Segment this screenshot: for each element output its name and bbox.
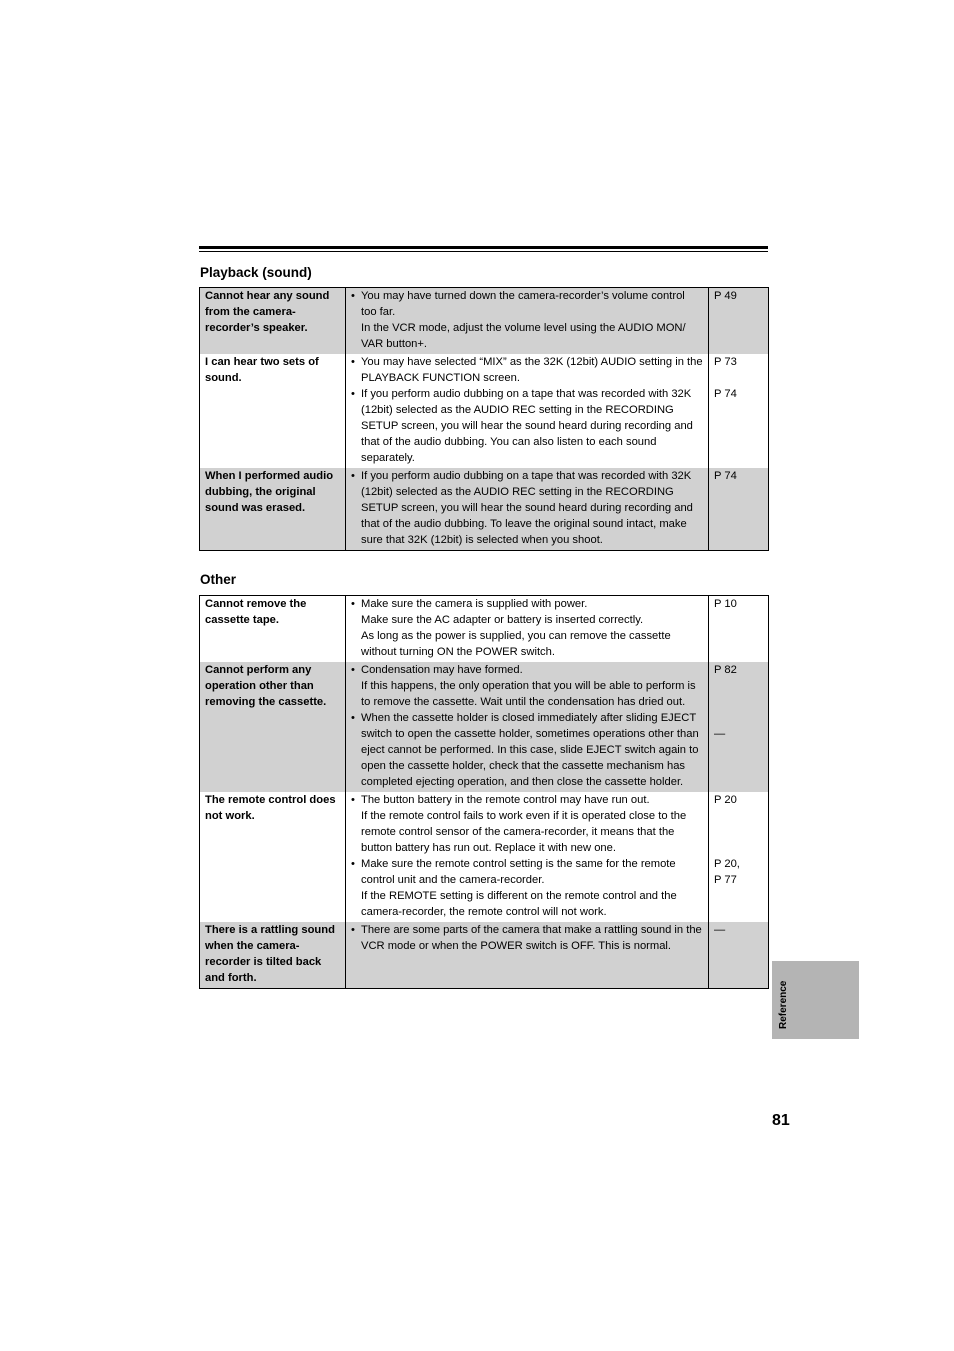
table-row xyxy=(200,922,769,989)
bullet-continuation: If this happens, the only operation that you will be able to perform is to remove the cassette. Wait until the condensation has dried out. xyxy=(361,680,696,708)
other-table xyxy=(199,595,769,989)
bullet-item: • The button battery in the remote control may have run out. xyxy=(351,792,703,808)
bullet-continuation: In the VCR mode, adjust the volume level using the AUDIO MON/ VAR button+. xyxy=(361,322,686,350)
bullet-continuation: If the REMOTE setting is different on the remote control and the camera-recorder, the remote control will not work. xyxy=(361,890,677,918)
bullet-item: • If you perform audio dubbing on a tape that was recorded with 32K (12bit) selected as the AUDIO REC setting in the RECORDING SETUP screen, you will hear the sound heard during recording and that of the audio dubbing. To leave the original sound intact, make sure that 32K (12bit) is selected when you shoot. xyxy=(351,468,703,548)
table-row xyxy=(200,288,769,355)
problem-cell: Cannot perform any operation other than removing the cassette. xyxy=(200,662,346,792)
page-ref: P 10 xyxy=(714,598,737,610)
bullet-item: • Make sure the remote control setting is the same for the remote control unit and the camera-recorder. xyxy=(351,856,703,888)
bullet-item: • You may have selected “MIX” as the 32K (12bit) AUDIO setting in the PLAYBACK FUNCTION screen. xyxy=(351,354,703,386)
page-ref: P 20 xyxy=(714,794,737,806)
bullet-item: • Condensation may have formed. xyxy=(351,662,703,678)
header-rule-thick xyxy=(199,246,768,249)
problem-cell: Cannot remove the cassette tape. xyxy=(200,596,346,663)
page-ref: P 73 xyxy=(714,356,737,368)
solution-cell xyxy=(346,662,709,792)
page-ref-cell xyxy=(709,662,769,792)
page-ref-cell xyxy=(709,354,769,468)
side-tab-label: Reference xyxy=(778,980,789,1029)
bullet-item: • You may have turned down the camera-recorder’s volume control too far. xyxy=(351,288,703,320)
table-row xyxy=(200,596,769,663)
problem-cell: Cannot hear any sound from the camera-recorder’s speaker. xyxy=(200,288,346,355)
page-ref: P 82 xyxy=(714,664,737,676)
problem-cell: I can hear two sets of sound. xyxy=(200,354,346,468)
solution-cell xyxy=(346,922,709,989)
solution-cell xyxy=(346,596,709,663)
page-ref-cell xyxy=(709,468,769,551)
bullet-item: • There are some parts of the camera that make a rattling sound in the VCR mode or when the POWER switch is OFF. This is normal. xyxy=(351,922,703,954)
page-ref: P 74 xyxy=(714,388,737,400)
page-ref: P 74 xyxy=(714,470,737,482)
solution-cell xyxy=(346,354,709,468)
bullet-item: • Make sure the camera is supplied with power. xyxy=(351,596,703,612)
bullet-continuation: If the remote control fails to work even if it is operated close to the remote control sensor of the camera-recorder, it means that the button battery has run out. Replace it with new one. xyxy=(361,810,687,854)
page-ref: — xyxy=(714,728,726,740)
bullet-item: • When the cassette holder is closed immediately after sliding EJECT switch to open the cassette holder, sometimes operations other than eject cannot be performed. In this case, slide EJECT switch again to open the cassette holder, check that the cassette mechanism has completed ejecting operation, and then close the cassette holder. xyxy=(351,710,703,790)
bullet-continuation: As long as the power is supplied, you can remove the cassette without turning ON the POWER switch. xyxy=(361,630,671,658)
page-ref: — xyxy=(714,924,726,936)
header-rule-thin xyxy=(199,251,768,252)
bullet-item: • If you perform audio dubbing on a tape that was recorded with 32K (12bit) selected as the AUDIO REC setting in the RECORDING SETUP screen, you will hear the sound heard during recording and that of the audio dubbing. You can also listen to each sound separately. xyxy=(351,386,703,466)
table-row xyxy=(200,662,769,792)
page-ref-cell xyxy=(709,288,769,355)
bullet-continuation: Make sure the AC adapter or battery is inserted correctly. xyxy=(361,614,644,626)
solution-cell xyxy=(346,792,709,922)
problem-cell: There is a rattling sound when the camera-recorder is tilted back and forth. xyxy=(200,922,346,989)
problem-cell: When I performed audio dubbing, the original sound was erased. xyxy=(200,468,346,551)
page-ref: P 49 xyxy=(714,290,737,302)
table-row xyxy=(200,354,769,468)
table-row xyxy=(200,468,769,551)
page-ref-cell xyxy=(709,922,769,989)
playback-sound-table xyxy=(199,287,769,551)
page-ref-cell xyxy=(709,596,769,663)
solution-cell xyxy=(346,288,709,355)
solution-cell xyxy=(346,468,709,551)
page-ref: P 20, P 77 xyxy=(714,858,740,886)
section-title-playback-sound: Playback (sound) xyxy=(200,265,312,280)
page-ref-cell xyxy=(709,792,769,922)
table-row xyxy=(200,792,769,922)
problem-cell: The remote control does not work. xyxy=(200,792,346,922)
page-number: 81 xyxy=(772,1112,790,1129)
section-title-other: Other xyxy=(200,572,237,587)
